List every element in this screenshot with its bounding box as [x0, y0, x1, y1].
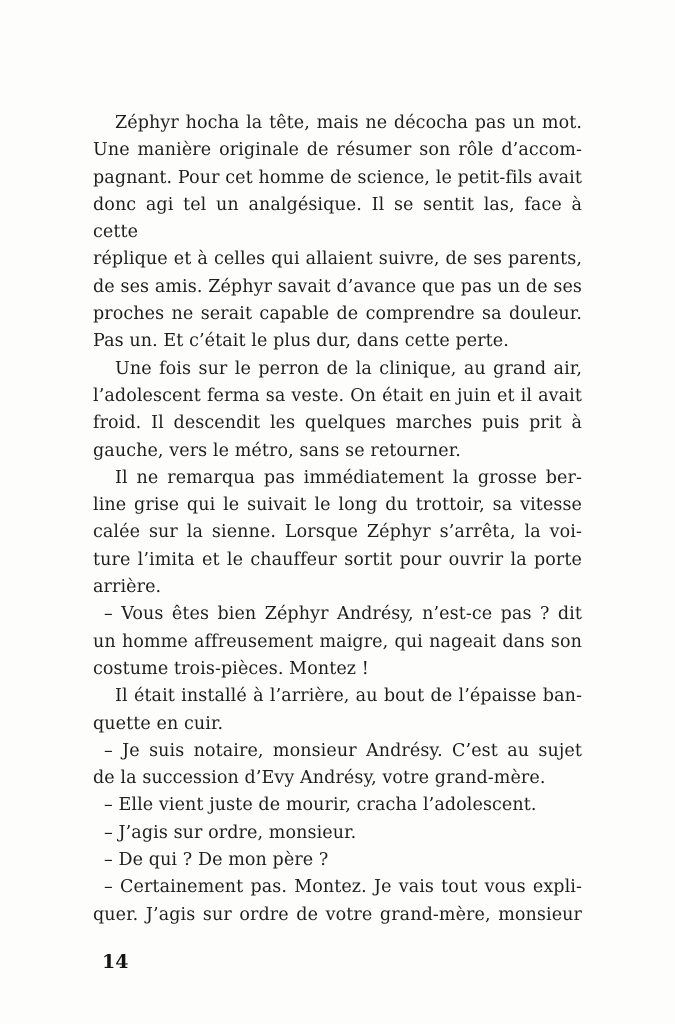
- text-line: proches ne serait capable de comprendre sa douleur.: [93, 304, 582, 325]
- paragraph: [93, 465, 582, 601]
- text-line: donc agi tel un analgésique. Il se sentit las, face à cette: [93, 194, 582, 243]
- text-line: Il était installé à l’arrière, au bout de l’épaisse ban-: [115, 686, 582, 707]
- paragraph: [93, 356, 582, 465]
- text-line: costume trois-pièces. Montez !: [93, 658, 369, 679]
- text-line: quette en cuir.: [93, 713, 224, 734]
- text-line: Une fois sur le perron de la clinique, au grand air,: [115, 358, 582, 379]
- paragraph: [93, 601, 582, 683]
- text-line: gauche, vers le métro, sans se retourner.: [93, 440, 461, 461]
- text-line: froid. Il descendit les quelques marches puis prit à: [93, 413, 582, 434]
- text-line: – De qui ? De mon père ?: [104, 850, 329, 871]
- page-number: 14: [102, 951, 129, 973]
- text-line: arrière.: [93, 577, 162, 598]
- text-line: un homme affreusement maigre, qui nageait dans son: [93, 631, 582, 652]
- text-line: – Je suis notaire, monsieur Andrésy. C’est au sujet: [104, 740, 582, 761]
- text-line: Zéphyr hocha la tête, mais ne décocha pas un mot.: [115, 113, 582, 133]
- text-block: [93, 110, 582, 929]
- paragraph: [93, 820, 582, 847]
- text-line: Il ne remarqua pas immédiatement la grosse ber-: [115, 467, 582, 488]
- text-line: l’adolescent ferma sa veste. On était en juin et il avait: [93, 385, 582, 406]
- text-line: – Vous êtes bien Zéphyr Andrésy, n’est-ce pas ? dit: [104, 604, 582, 625]
- text-line: de ses amis. Zéphyr savait d’avance que pas un de ses: [93, 276, 582, 297]
- text-line: Pas un. Et c’était le plus dur, dans cette perte.: [93, 331, 509, 352]
- text-line: ture l’imita et le chauffeur sortit pour ouvrir la porte: [93, 549, 582, 570]
- paragraph: [93, 738, 582, 793]
- paragraph: [93, 792, 582, 819]
- paragraph: [93, 683, 582, 738]
- text-line: line grise qui le suivait le long du trottoir, sa vitesse: [93, 495, 582, 516]
- text-line: Une manière originale de résumer son rôle d’accom-: [93, 140, 582, 161]
- text-line: – Elle vient juste de mourir, cracha l’adolescent.: [104, 795, 537, 816]
- text-line: de la succession d’Evy Andrésy, votre grand-mère.: [93, 768, 546, 789]
- paragraph: [93, 110, 582, 356]
- paragraph: [93, 874, 582, 929]
- paragraph: [93, 847, 582, 874]
- text-line: – J’agis sur ordre, monsieur.: [104, 822, 357, 843]
- text-line: réplique et à celles qui allaient suivre, de ses parents,: [93, 249, 582, 270]
- text-line: – Certainement pas. Montez. Je vais tout vous expli-: [104, 877, 582, 898]
- text-line: calée sur la sienne. Lorsque Zéphyr s’arrêta, la voi-: [93, 522, 582, 543]
- text-line: pagnant. Pour cet homme de science, le petit-fils avait: [93, 167, 582, 188]
- text-line: quer. J’agis sur ordre de votre grand-mère, monsieur: [93, 904, 582, 925]
